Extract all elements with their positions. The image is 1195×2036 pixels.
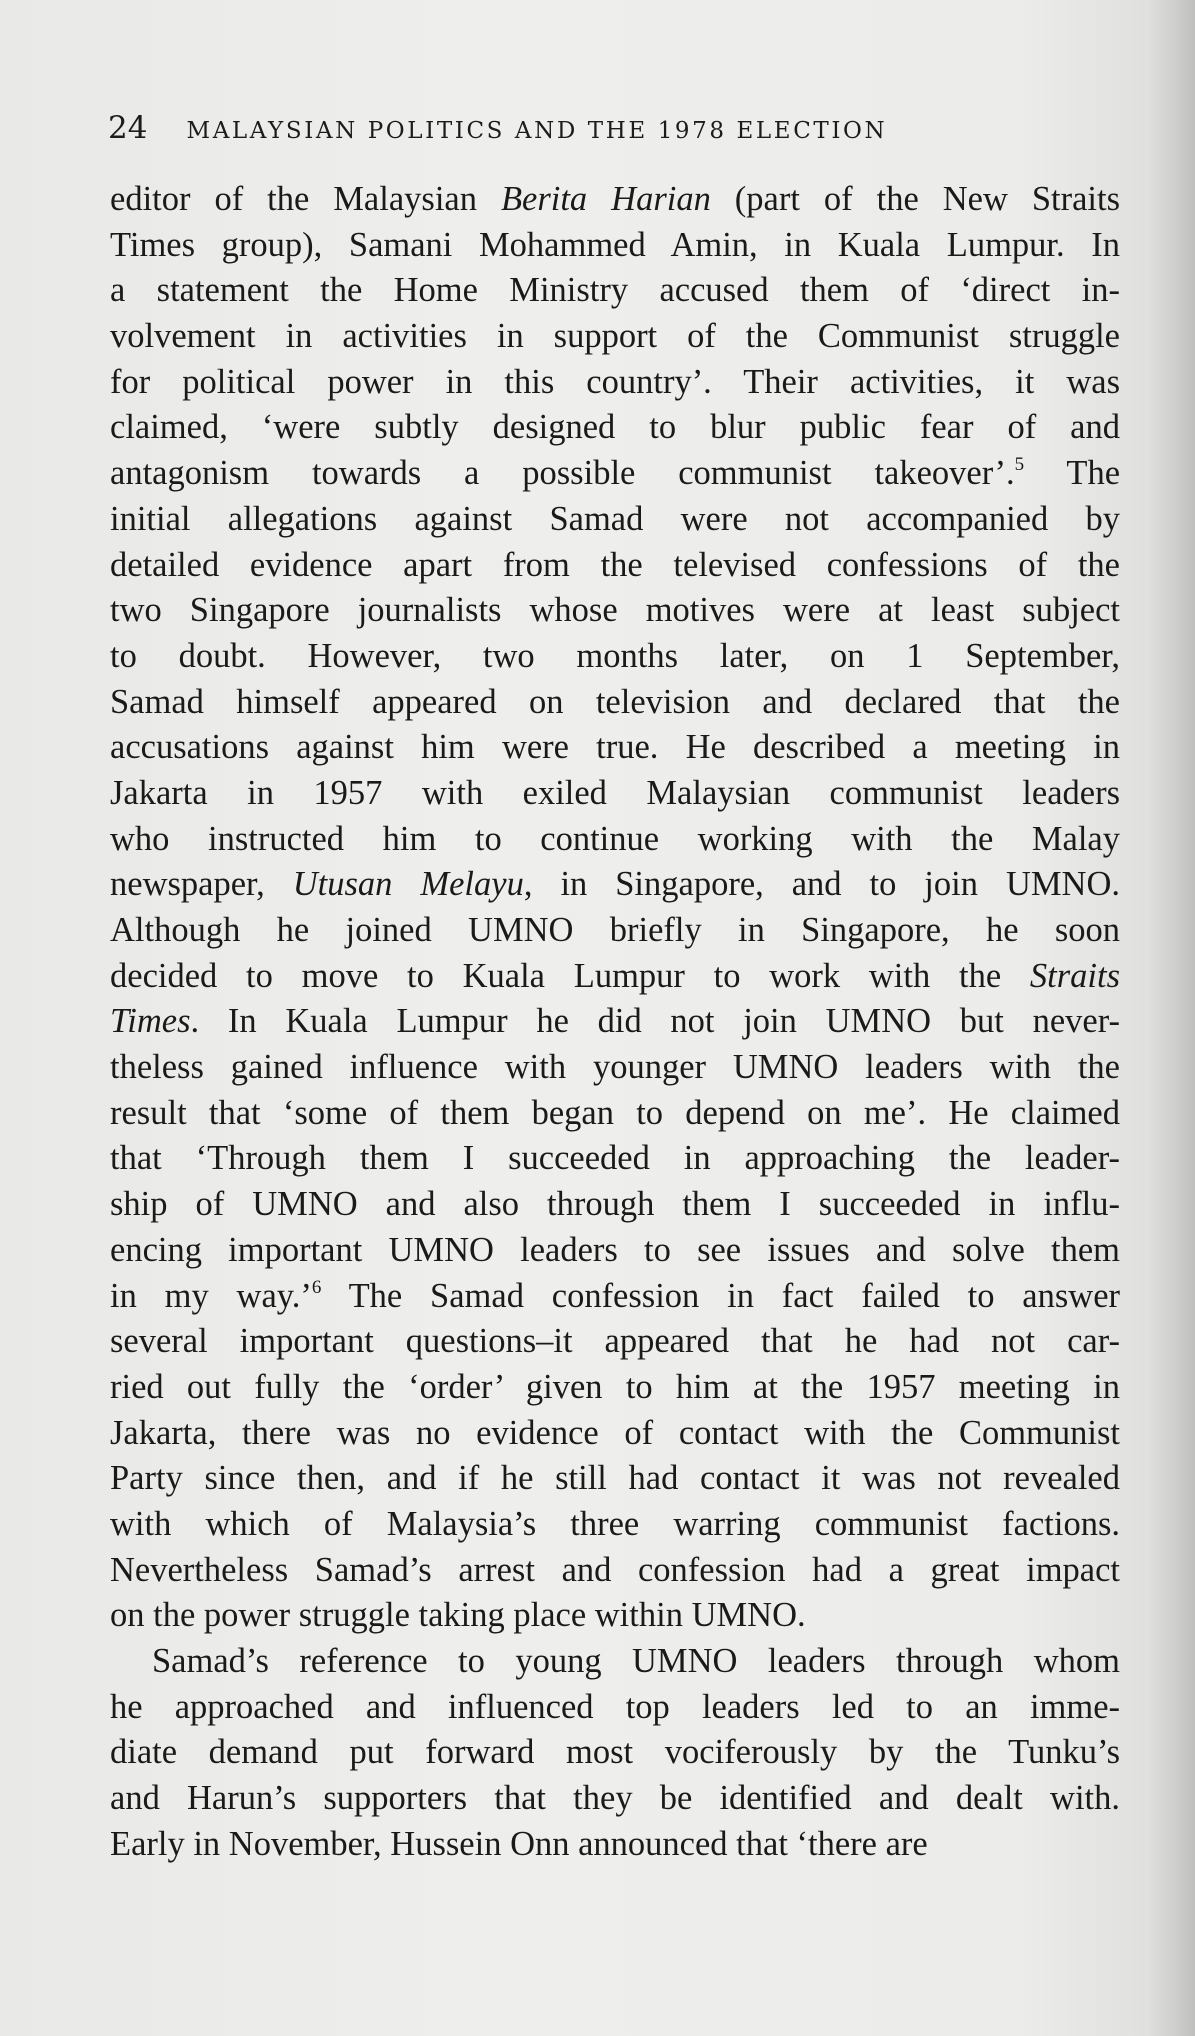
footnote-marker: 5 bbox=[1014, 454, 1025, 476]
italic-title: Straits bbox=[1029, 956, 1120, 995]
line-text: on the power struggle taking place within UMNO. bbox=[110, 1596, 806, 1635]
line-text: he approached and influenced top leaders led to an imme- bbox=[110, 1687, 1120, 1726]
line-text: a statement the Home Ministry accused them of ‘direct in- bbox=[110, 271, 1120, 310]
line-text: in my way.’ bbox=[110, 1276, 312, 1315]
line-text: (part of the New Straits bbox=[710, 180, 1121, 218]
text-line bbox=[110, 405, 1120, 451]
line-text: ried out fully the ‘order’ given to him at the 1957 meeting in bbox=[110, 1367, 1120, 1406]
line-text: claimed, ‘were subtly designed to blur public fear of and bbox=[110, 408, 1120, 447]
text-line bbox=[110, 725, 1120, 771]
line-text: antagonism towards a possible communist takeover’. bbox=[110, 454, 1015, 493]
italic-title: Utusan Melayu bbox=[292, 865, 524, 904]
text-line bbox=[110, 588, 1120, 634]
text-line bbox=[110, 1776, 1120, 1822]
line-text: theless gained influence with younger UMNO leaders with the bbox=[110, 1048, 1120, 1087]
text-line bbox=[110, 771, 1120, 817]
italic-title: Berita Harian bbox=[500, 180, 711, 218]
line-text: accusations against him were true. He described a meeting in bbox=[110, 728, 1120, 767]
text-line bbox=[110, 268, 1120, 314]
line-text: Jakarta, there was no evidence of contact with the Communist bbox=[110, 1413, 1120, 1452]
text-line bbox=[110, 862, 1120, 908]
text-line bbox=[110, 1411, 1120, 1457]
line-text: that ‘Through them I succeeded in approaching the leader- bbox=[110, 1139, 1120, 1178]
line-text: two Singapore journalists whose motives were at least subject bbox=[110, 591, 1120, 630]
line-text: volvement in activities in support of the Communist struggle bbox=[110, 317, 1120, 356]
line-text: Jakarta in 1957 with exiled Malaysian communist leaders bbox=[110, 773, 1120, 812]
text-line bbox=[110, 1456, 1120, 1502]
text-line bbox=[110, 817, 1120, 863]
line-text: , in Singapore, and to join UMNO. bbox=[523, 865, 1120, 904]
text-line bbox=[110, 177, 1120, 223]
text-line bbox=[110, 1365, 1120, 1411]
italic-title: Times bbox=[110, 1002, 191, 1041]
text-line bbox=[110, 1319, 1120, 1365]
text-line bbox=[110, 543, 1120, 589]
line-text: Times group), Samani Mohammed Amin, in Kuala Lumpur. In bbox=[110, 225, 1120, 264]
page-edge-shadow bbox=[1147, 0, 1195, 2036]
line-text: to doubt. However, two months later, on 1 September, bbox=[110, 636, 1120, 675]
text-line bbox=[110, 1091, 1120, 1137]
line-text: encing important UMNO leaders to see issues and solve them bbox=[110, 1230, 1120, 1269]
text-line bbox=[110, 1822, 1120, 1868]
text-line bbox=[110, 1502, 1120, 1548]
body-text bbox=[110, 177, 1120, 1867]
text-line bbox=[110, 1228, 1120, 1274]
line-text: detailed evidence apart from the televised confessions of the bbox=[110, 545, 1120, 584]
text-line bbox=[110, 497, 1120, 543]
line-text: . In Kuala Lumpur he did not join UMNO but never- bbox=[190, 1002, 1120, 1041]
line-text: Nevertheless Samad’s arrest and confession had a great impact bbox=[110, 1550, 1120, 1589]
line-text: who instructed him to continue working with the Malay bbox=[110, 819, 1120, 858]
line-text: ship of UMNO and also through them I succeeded in influ- bbox=[110, 1185, 1120, 1224]
text-line bbox=[110, 954, 1120, 1000]
line-text: initial allegations against Samad were not accompanied by bbox=[110, 499, 1120, 538]
line-text: The Samad confession in fact failed to answer bbox=[321, 1276, 1120, 1315]
line-text: with which of Malaysia’s three warring communist factions. bbox=[110, 1504, 1120, 1543]
running-head-title: MALAYSIAN POLITICS AND THE 1978 ELECTION bbox=[186, 118, 888, 144]
text-line bbox=[110, 1685, 1120, 1731]
text-line bbox=[110, 1182, 1120, 1228]
line-text: The bbox=[1024, 454, 1121, 493]
text-line bbox=[110, 1274, 1120, 1320]
line-text: Party since then, and if he still had contact it was not revealed bbox=[110, 1459, 1120, 1498]
line-text: diate demand put forward most vociferously by the Tunku’s bbox=[110, 1733, 1120, 1772]
text-line bbox=[110, 680, 1120, 726]
text-line bbox=[110, 314, 1120, 360]
text-line bbox=[110, 1045, 1120, 1091]
text-line bbox=[110, 634, 1120, 680]
text-line bbox=[110, 1639, 1120, 1685]
text-line bbox=[110, 451, 1120, 497]
text-line bbox=[110, 1730, 1120, 1776]
line-text: several important questions–it appeared that he had not car- bbox=[110, 1322, 1120, 1361]
line-text: result that ‘some of them began to depend on me’. He claimed bbox=[110, 1093, 1120, 1132]
text-line bbox=[110, 360, 1120, 406]
line-text: and Harun’s supporters that they be identified and dealt with. bbox=[110, 1779, 1120, 1818]
line-text: Although he joined UMNO briefly in Singapore, he soon bbox=[110, 911, 1120, 949]
text-line bbox=[110, 223, 1120, 269]
line-text: for political power in this country’. Their activities, it was bbox=[110, 362, 1120, 401]
line-text: editor of the Malaysian bbox=[110, 180, 501, 218]
text-line bbox=[110, 1136, 1120, 1182]
text-line bbox=[110, 908, 1120, 954]
line-text: Early in November, Hussein Onn announced that ‘there are bbox=[110, 1824, 928, 1863]
running-head bbox=[108, 110, 887, 146]
text-line bbox=[110, 1548, 1120, 1594]
footnote-marker: 6 bbox=[311, 1276, 322, 1298]
text-line bbox=[110, 999, 1120, 1045]
line-text: Samad’s reference to young UMNO leaders through whom bbox=[152, 1642, 1120, 1680]
line-text: newspaper, bbox=[110, 865, 293, 904]
line-text: Samad himself appeared on television and declared that the bbox=[110, 682, 1120, 721]
line-text: decided to move to Kuala Lumpur to work with the bbox=[110, 956, 1030, 995]
page-number: 24 bbox=[108, 110, 148, 146]
text-line bbox=[110, 1593, 1120, 1639]
